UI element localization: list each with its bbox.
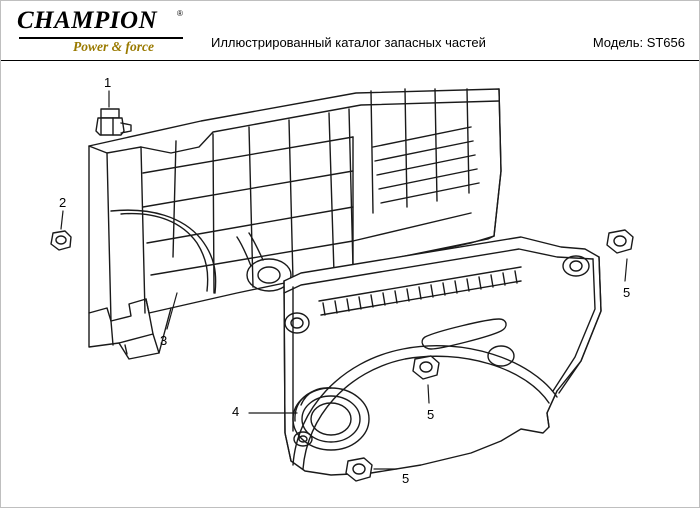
page-title: Иллюстрированный каталог запасных частей [211, 35, 486, 50]
callout-5-bottom: 5 [402, 471, 410, 486]
diagram-svg [1, 61, 699, 507]
callout-1: 1 [104, 75, 112, 90]
callout-3: 3 [160, 333, 168, 348]
part-5-nut-bottom [346, 458, 372, 481]
part-4-fender [284, 237, 601, 475]
page-header [1, 1, 699, 61]
callout-4: 4 [232, 404, 240, 419]
callout-2: 2 [59, 195, 67, 210]
logo-wordmark: CHAMPION [17, 7, 158, 34]
callout-5-right: 5 [623, 285, 631, 300]
part-5-nut-right [607, 230, 633, 253]
model-label: Модель: ST656 [592, 35, 685, 50]
part-1-bolt [96, 109, 131, 135]
logo-registered-mark: ® [177, 9, 183, 18]
brand-logo [17, 7, 197, 55]
logo-tagline: Power & force [73, 39, 154, 54]
parts-diagram [1, 61, 699, 507]
callout-5-middle: 5 [427, 407, 435, 422]
part-2-nut [51, 231, 71, 250]
